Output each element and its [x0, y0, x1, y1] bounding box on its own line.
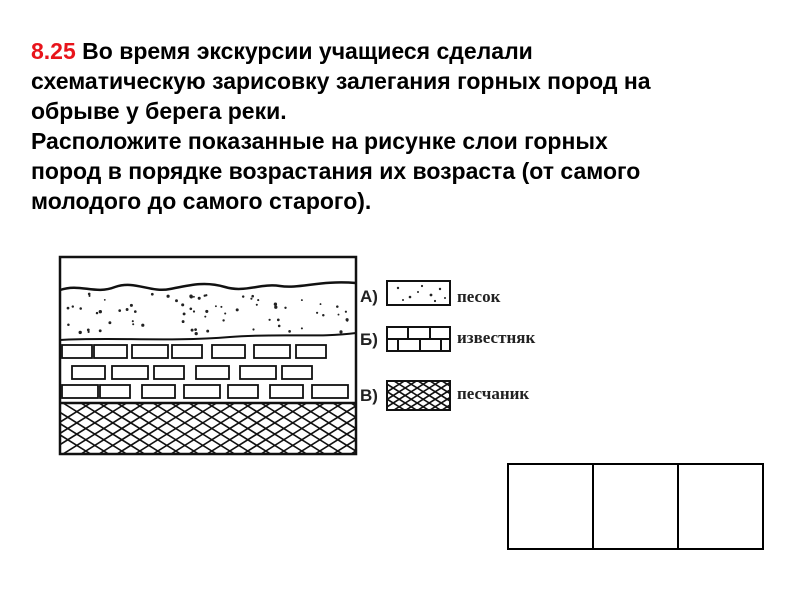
answer-table[interactable] — [507, 463, 764, 550]
limestone-brick — [296, 345, 326, 358]
limestone-brick — [254, 345, 290, 358]
sand-dot — [320, 303, 322, 305]
limestone-brick — [62, 345, 92, 358]
sand-dot — [250, 298, 252, 300]
limestone-brick — [100, 385, 130, 398]
limestone-brick — [282, 366, 312, 379]
sand-dot — [336, 305, 339, 308]
answer-cell-1[interactable] — [508, 464, 593, 549]
sand-dot — [206, 330, 209, 333]
sand-dot — [301, 299, 303, 301]
legend-letter-b: Б) — [360, 330, 378, 349]
question-line-2: схематическую зарисовку залегания горных пород на — [31, 68, 651, 94]
limestone-brick — [312, 385, 348, 398]
sand-limestone-boundary — [60, 333, 356, 340]
limestone-brick — [94, 345, 127, 358]
legend-label-sand: песок — [457, 287, 501, 306]
limestone-brick — [212, 345, 245, 358]
sand-dot — [182, 320, 185, 323]
sand-dot — [118, 309, 121, 312]
limestone-brick — [196, 366, 229, 379]
legend-swatch-limestone — [387, 327, 450, 351]
sand-dot — [191, 329, 194, 332]
sand-dot — [204, 295, 206, 297]
limestone-brick — [62, 385, 98, 398]
sand-dot — [167, 295, 170, 298]
legend-letter-a: А) — [360, 287, 378, 306]
sand-dot — [256, 304, 258, 306]
sand-dot — [346, 320, 348, 322]
legend — [358, 281, 535, 410]
sand-dot — [130, 304, 133, 307]
sand-dot — [252, 328, 254, 330]
sand-dot — [104, 299, 106, 301]
sand-dot — [99, 329, 102, 332]
limestone-brick — [240, 366, 276, 379]
limestone-layer — [62, 345, 348, 398]
limestone-brick — [154, 366, 184, 379]
answer-cell-3[interactable] — [678, 464, 763, 549]
sand-dot — [151, 293, 154, 296]
limestone-brick — [112, 366, 148, 379]
sand-dot — [67, 324, 70, 327]
limestone-brick — [184, 385, 220, 398]
sand-dot — [175, 299, 178, 302]
sand-dot — [126, 308, 129, 311]
sand-dot — [193, 310, 195, 312]
sand-dot — [338, 314, 340, 316]
sand-dot — [79, 307, 82, 310]
sand-dot — [88, 293, 91, 296]
sand-dot — [195, 332, 198, 335]
rock-layers-figure — [50, 245, 570, 465]
question-line-6: молодого до самого старого). — [31, 188, 372, 214]
sand-dot — [322, 314, 324, 316]
sand-dot — [316, 312, 318, 314]
sand-dot — [194, 328, 197, 331]
sand-dot — [88, 331, 90, 333]
sand-dot — [96, 312, 98, 314]
sand-dot — [72, 305, 74, 307]
sand-dot — [183, 312, 186, 315]
sand-dot — [88, 295, 90, 297]
sand-dot — [268, 319, 270, 321]
legend-swatch-sand — [387, 281, 450, 305]
sand-dot — [284, 307, 286, 309]
sand-layer — [67, 293, 349, 336]
sand-dot — [189, 295, 192, 298]
sand-dot — [242, 295, 244, 297]
sand-dot — [193, 296, 195, 298]
sand-dot — [220, 306, 222, 308]
limestone-brick — [132, 345, 168, 358]
sand-dot — [339, 330, 342, 333]
sand-dot — [205, 310, 208, 313]
sand-dot — [108, 321, 111, 324]
sand-dot — [274, 306, 277, 309]
sand-dot — [181, 303, 184, 306]
legend-label-sandstone: песчаник — [457, 384, 530, 403]
sand-dot — [198, 297, 201, 300]
question-line-3: обрыве у берега реки. — [31, 98, 287, 124]
limestone-brick — [172, 345, 202, 358]
sand-dot — [222, 319, 224, 321]
sand-dot — [79, 331, 82, 334]
answer-cell-2[interactable] — [593, 464, 678, 549]
sand-dot — [278, 325, 281, 328]
sand-dot — [288, 330, 291, 333]
limestone-brick — [72, 366, 105, 379]
question-number: 8.25 — [31, 38, 76, 64]
sand-dot — [67, 307, 70, 310]
limestone-brick — [270, 385, 303, 398]
question-line-1: 8.25 Во время экскурсии учащиеся сделали — [31, 38, 533, 64]
limestone-brick — [142, 385, 175, 398]
question-line-5: пород в порядке возрастания их возраста (от самого — [31, 158, 641, 184]
sand-dot — [215, 305, 217, 307]
sand-dot — [141, 324, 144, 327]
sand-dot — [301, 327, 303, 329]
sand-dot — [345, 311, 347, 313]
sand-dot — [224, 312, 226, 314]
sand-dot — [236, 308, 239, 311]
legend-label-limestone: известняк — [457, 328, 536, 347]
question-line-4: Расположите показанные на рисунке слои горных — [31, 128, 608, 154]
legend-sand-dots — [397, 285, 446, 302]
legend-letter-c: В) — [360, 386, 378, 405]
sand-dot — [277, 319, 280, 322]
sand-dot — [189, 307, 192, 310]
sand-dot — [257, 299, 259, 301]
sand-dot — [132, 323, 134, 325]
sand-dot — [204, 316, 206, 318]
sand-top-boundary — [60, 282, 356, 290]
sand-dot — [134, 310, 137, 313]
question-text — [31, 36, 776, 216]
sand-dot — [132, 320, 134, 322]
sand-dot — [251, 295, 254, 298]
sand-dot — [274, 303, 277, 306]
sand-dot — [99, 310, 102, 313]
limestone-brick — [228, 385, 258, 398]
outcrop-frame — [60, 257, 356, 454]
